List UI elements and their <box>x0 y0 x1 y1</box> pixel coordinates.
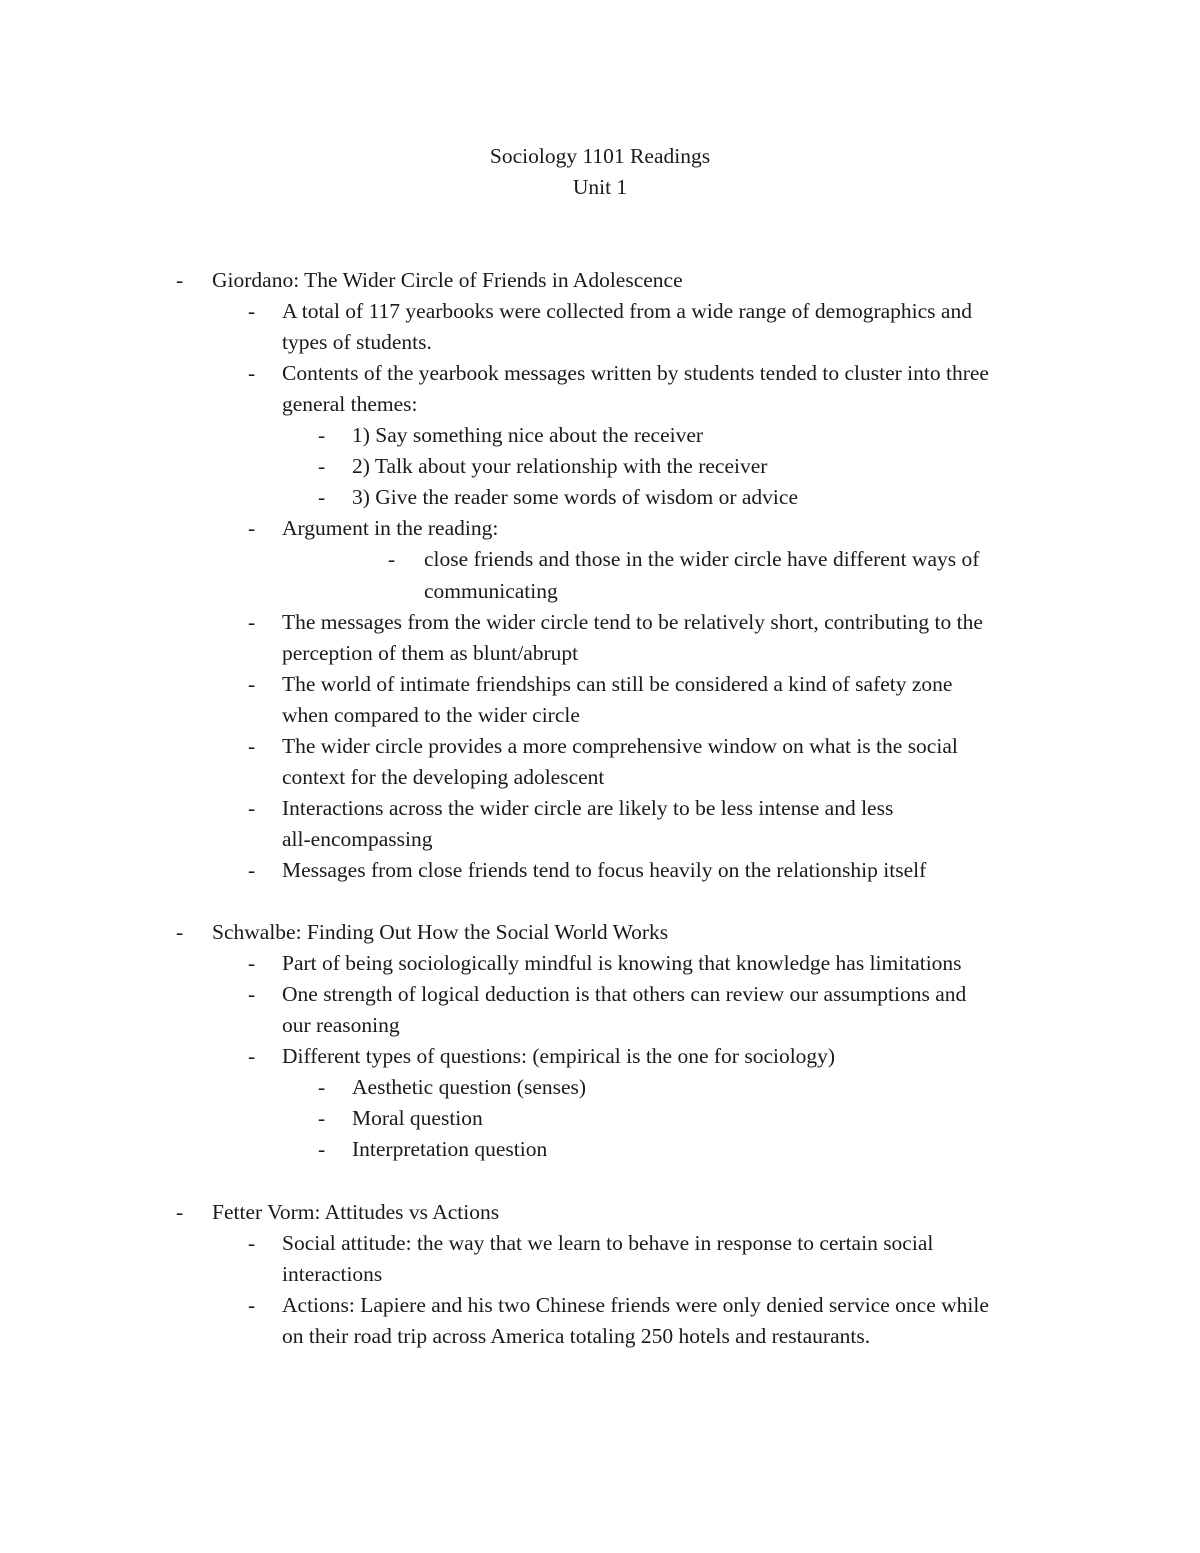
list-item-line: general themes: <box>282 392 418 417</box>
bullet-dash: - <box>176 1199 184 1224</box>
bullet-dash: - <box>248 516 256 541</box>
bullet-dash: - <box>388 547 396 572</box>
bullet-dash: - <box>318 423 326 448</box>
document-subtitle: Unit 1 <box>572 175 628 199</box>
bullet-dash: - <box>318 454 326 479</box>
list-item-line: One strength of logical deduction is that others can review our assumptions and <box>282 982 967 1007</box>
sub-item-line: close friends and those in the wider circle have different ways of <box>424 547 980 572</box>
bullet-dash: - <box>318 1137 326 1162</box>
document-title: Sociology 1101 Readings <box>489 144 711 168</box>
bullet-dash: - <box>248 733 256 758</box>
list-item-line: The wider circle provides a more comprehensive window on what is the social <box>282 733 958 758</box>
list-item-line: Interactions across the wider circle are likely to be less intense and less <box>282 795 894 820</box>
bullet-dash: - <box>318 1075 326 1100</box>
list-item-line: The messages from the wider circle tend to be relatively short, contributing to the <box>282 609 983 634</box>
bullet-dash: - <box>248 361 256 386</box>
bullet-dash: - <box>248 795 256 820</box>
list-item-line: Argument in the reading: <box>282 516 499 541</box>
list-item-line: types of students. <box>282 330 432 355</box>
sub-item-line: Aesthetic question (senses) <box>352 1075 587 1100</box>
sub-item-line: Moral question <box>352 1106 483 1131</box>
bullet-dash: - <box>248 857 256 882</box>
list-item-line: all-encompassing <box>282 826 433 851</box>
sub-item-line: Interpretation question <box>352 1137 548 1162</box>
bullet-dash: - <box>248 982 256 1007</box>
sub-item-line: 2) Talk about your relationship with the receiver <box>352 454 768 479</box>
sub-item-line: 3) Give the reader some words of wisdom or advice <box>352 485 798 510</box>
bullet-dash: - <box>318 1106 326 1131</box>
bullet-dash: - <box>318 485 326 510</box>
bullet-dash: - <box>248 1292 256 1317</box>
bullet-dash: - <box>248 299 256 324</box>
list-item-line: our reasoning <box>282 1013 400 1038</box>
list-item-line: when compared to the wider circle <box>282 702 580 727</box>
bullet-dash: - <box>248 951 256 976</box>
list-item-line: Actions: Lapiere and his two Chinese friends were only denied service once while <box>282 1292 989 1317</box>
list-item-line: on their road trip across America totaling 250 hotels and restaurants. <box>282 1323 871 1348</box>
bullet-dash: - <box>248 609 256 634</box>
sub-item-line: 1) Say something nice about the receiver <box>352 423 704 448</box>
list-item-line: Messages from close friends tend to focus heavily on the relationship itself <box>282 857 927 882</box>
list-item-line: Part of being sociologically mindful is knowing that knowledge has limitations <box>282 951 962 976</box>
sub-item-line: communicating <box>424 578 558 603</box>
list-item-line: context for the developing adolescent <box>282 764 605 789</box>
list-item-line: A total of 117 yearbooks were collected from a wide range of demographics and <box>282 299 972 324</box>
list-item-line: perception of them as blunt/abrupt <box>282 640 579 665</box>
bullet-dash: - <box>176 920 184 945</box>
bullet-dash: - <box>248 1044 256 1069</box>
list-item-line: Social attitude: the way that we learn to behave in response to certain social <box>282 1230 934 1255</box>
section-heading: Giordano: The Wider Circle of Friends in Adolescence <box>212 268 683 292</box>
list-item-line: Different types of questions: (empirical is the one for sociology) <box>282 1044 836 1069</box>
bullet-dash: - <box>248 671 256 696</box>
bullet-dash: - <box>176 268 184 292</box>
list-item-line: interactions <box>282 1261 383 1286</box>
bullet-dash: - <box>248 1230 256 1255</box>
section-heading: Schwalbe: Finding Out How the Social World Works <box>212 920 669 945</box>
section-heading: Fetter Vorm: Attitudes vs Actions <box>212 1199 500 1224</box>
list-item-line: The world of intimate friendships can still be considered a kind of safety zone <box>282 671 953 696</box>
list-item-line: Contents of the yearbook messages written by students tended to cluster into three <box>282 361 989 386</box>
